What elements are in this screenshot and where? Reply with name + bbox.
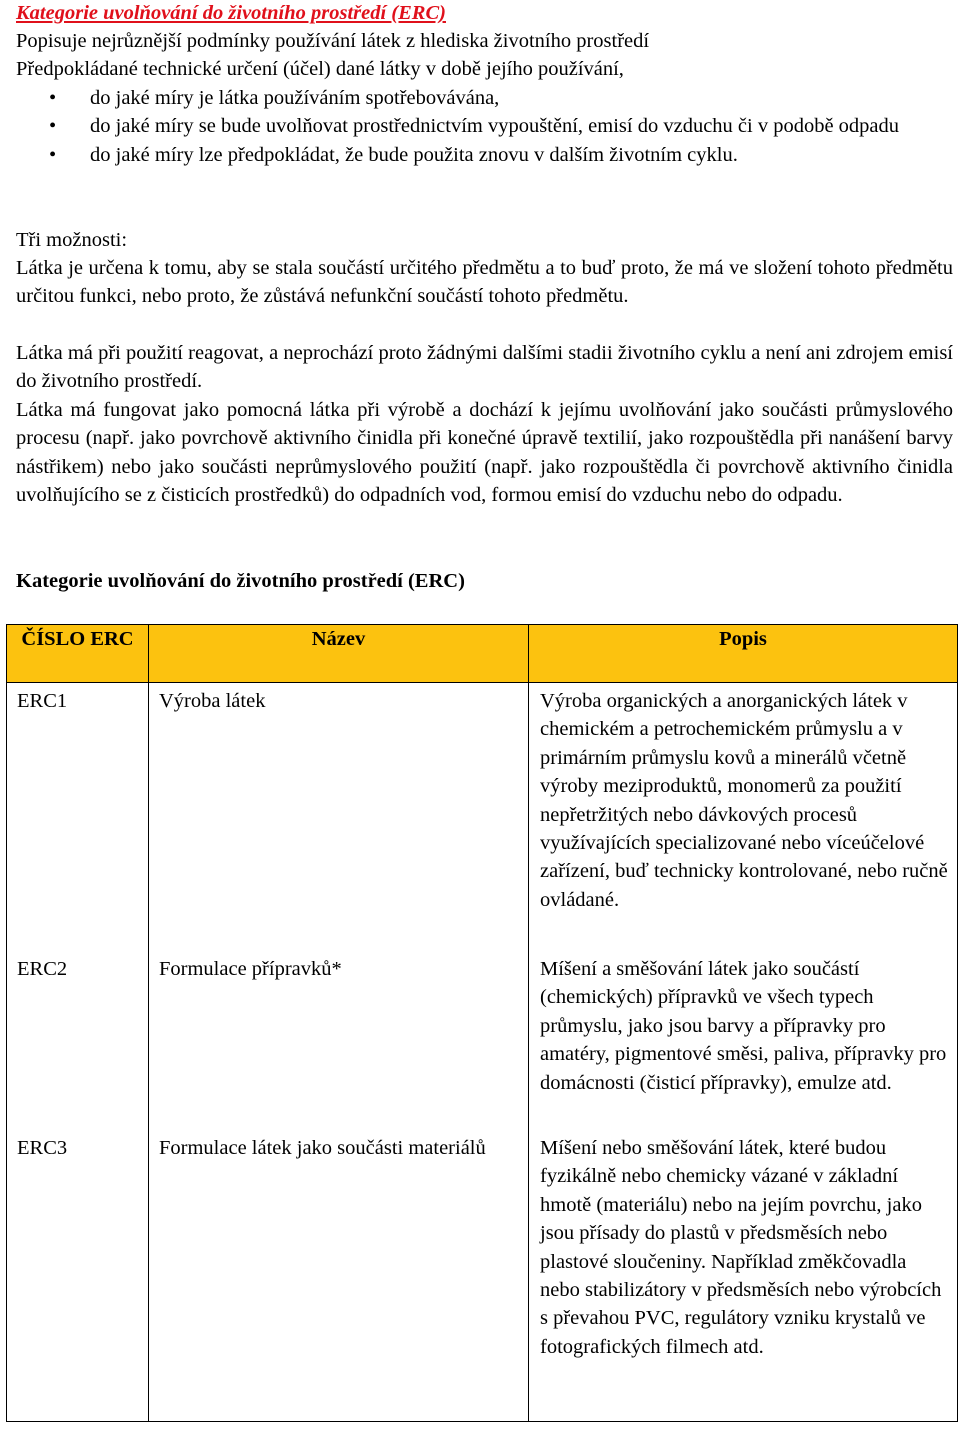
- list-item: [0, 84, 910, 112]
- column-header-description: Popis: [529, 625, 958, 683]
- bullet-icon: •: [49, 115, 57, 138]
- erc-table: [6, 624, 958, 1422]
- erc-code-cell: ERC2: [7, 951, 149, 1130]
- erc-description-cell: Míšení a směšování látek jako součástí (chemických) přípravků ve všech typech průmyslu, jako jsou barvy a přípravky pro amatéry, pigmentové směsi, paliva, přípravky pro domácnosti (čisticí přípravky), emulze atd.: [529, 951, 958, 1130]
- table-heading: Kategorie uvolňování do životního prostředí (ERC): [16, 570, 465, 592]
- bullet-list: [0, 84, 910, 169]
- intro-line-1: Popisuje nejrůznější podmínky používání látek z hlediska životního prostředí: [16, 30, 650, 52]
- list-item: [0, 141, 910, 169]
- bullet-text: do jaké míry je látka používáním spotřebovávána,: [90, 87, 500, 109]
- erc-description-cell: Míšení nebo směšování látek, které budou fyzikálně nebo chemicky vázané v základní hmotě (materiálu) nebo na jejím povrchu, jako jsou přísady do plastů v předsměsích nebo plastové sloučeniny. Například změkčovadla nebo stabilizátory v předsměsích nebo výrobcích s převahou PVC, regulátory vzniku krystalů ve fotografických filmech atd.: [529, 1130, 958, 1422]
- options-heading: Tři možnosti:: [16, 229, 128, 251]
- list-item: [0, 112, 910, 140]
- bullet-icon: •: [49, 143, 57, 166]
- erc-name-cell: Výroba látek: [149, 683, 529, 952]
- erc-name-cell: Formulace látek jako součásti materiálů: [149, 1130, 529, 1422]
- erc-name-cell: Formulace přípravků*: [149, 951, 529, 1130]
- table-row: [7, 1130, 958, 1422]
- table-row: [7, 683, 958, 952]
- erc-code-cell: ERC1: [7, 683, 149, 952]
- intro-line-2: Předpokládané technické určení (účel) dané látky v době jejího používání,: [16, 58, 624, 80]
- table-header-row: [7, 625, 958, 683]
- table-row: [7, 951, 958, 1130]
- bullet-text: do jaké míry lze předpokládat, že bude použita znovu v dalším životním cyklu.: [90, 143, 738, 166]
- bullet-text: do jaké míry se bude uvolňovat prostřednictvím vypouštění, emisí do vzduchu či v podobě odpadu: [90, 115, 900, 138]
- option-paragraph-1: Látka je určena k tomu, aby se stala součástí určitého předmětu a to buď proto, že má ve složení tohoto předmětu určitou funkci, nebo proto, že zůstává nefunkční součástí tohoto předmětu.: [16, 257, 953, 308]
- document-title: Kategorie uvolňování do životního prostředí (ERC): [16, 2, 446, 24]
- column-header-number: ČÍSLO ERC: [7, 625, 149, 683]
- bullet-icon: •: [49, 87, 57, 109]
- option-paragraph-2: Látka má při použití reagovat, a neprochází proto žádnými dalšími stadii životního cyklu a není ani zdrojem emisí do životního prostředí.: [16, 342, 953, 393]
- option-paragraph-3: Látka má fungovat jako pomocná látka při výrobě a dochází k jejímu uvolňování jako součásti průmyslového procesu (např. jako povrchově aktivního činidla při konečné úpravě textilií, jako rozpouštědla při nanášení barvy nástřikem) nebo jako součásti neprůmyslového použití (např. jako rozpouštědla či povrchově aktivního činidla uvolňujícího se z čisticích prostředků) do odpadních vod, formou emisí do vzduchu nebo do odpadu.: [16, 399, 953, 507]
- erc-description-cell: Výroba organických a anorganických látek v chemickém a petrochemickém průmyslu a v primárním průmyslu kovů a minerálů včetně výroby meziproduktů, monomerů za použití nepřetržitých nebo dávkových procesů využívajících specializované nebo víceúčelové zařízení, buď technicky kontrolované, nebo ručně ovládané.: [529, 683, 958, 952]
- column-header-name: Název: [149, 625, 529, 683]
- erc-code-cell: ERC3: [7, 1130, 149, 1422]
